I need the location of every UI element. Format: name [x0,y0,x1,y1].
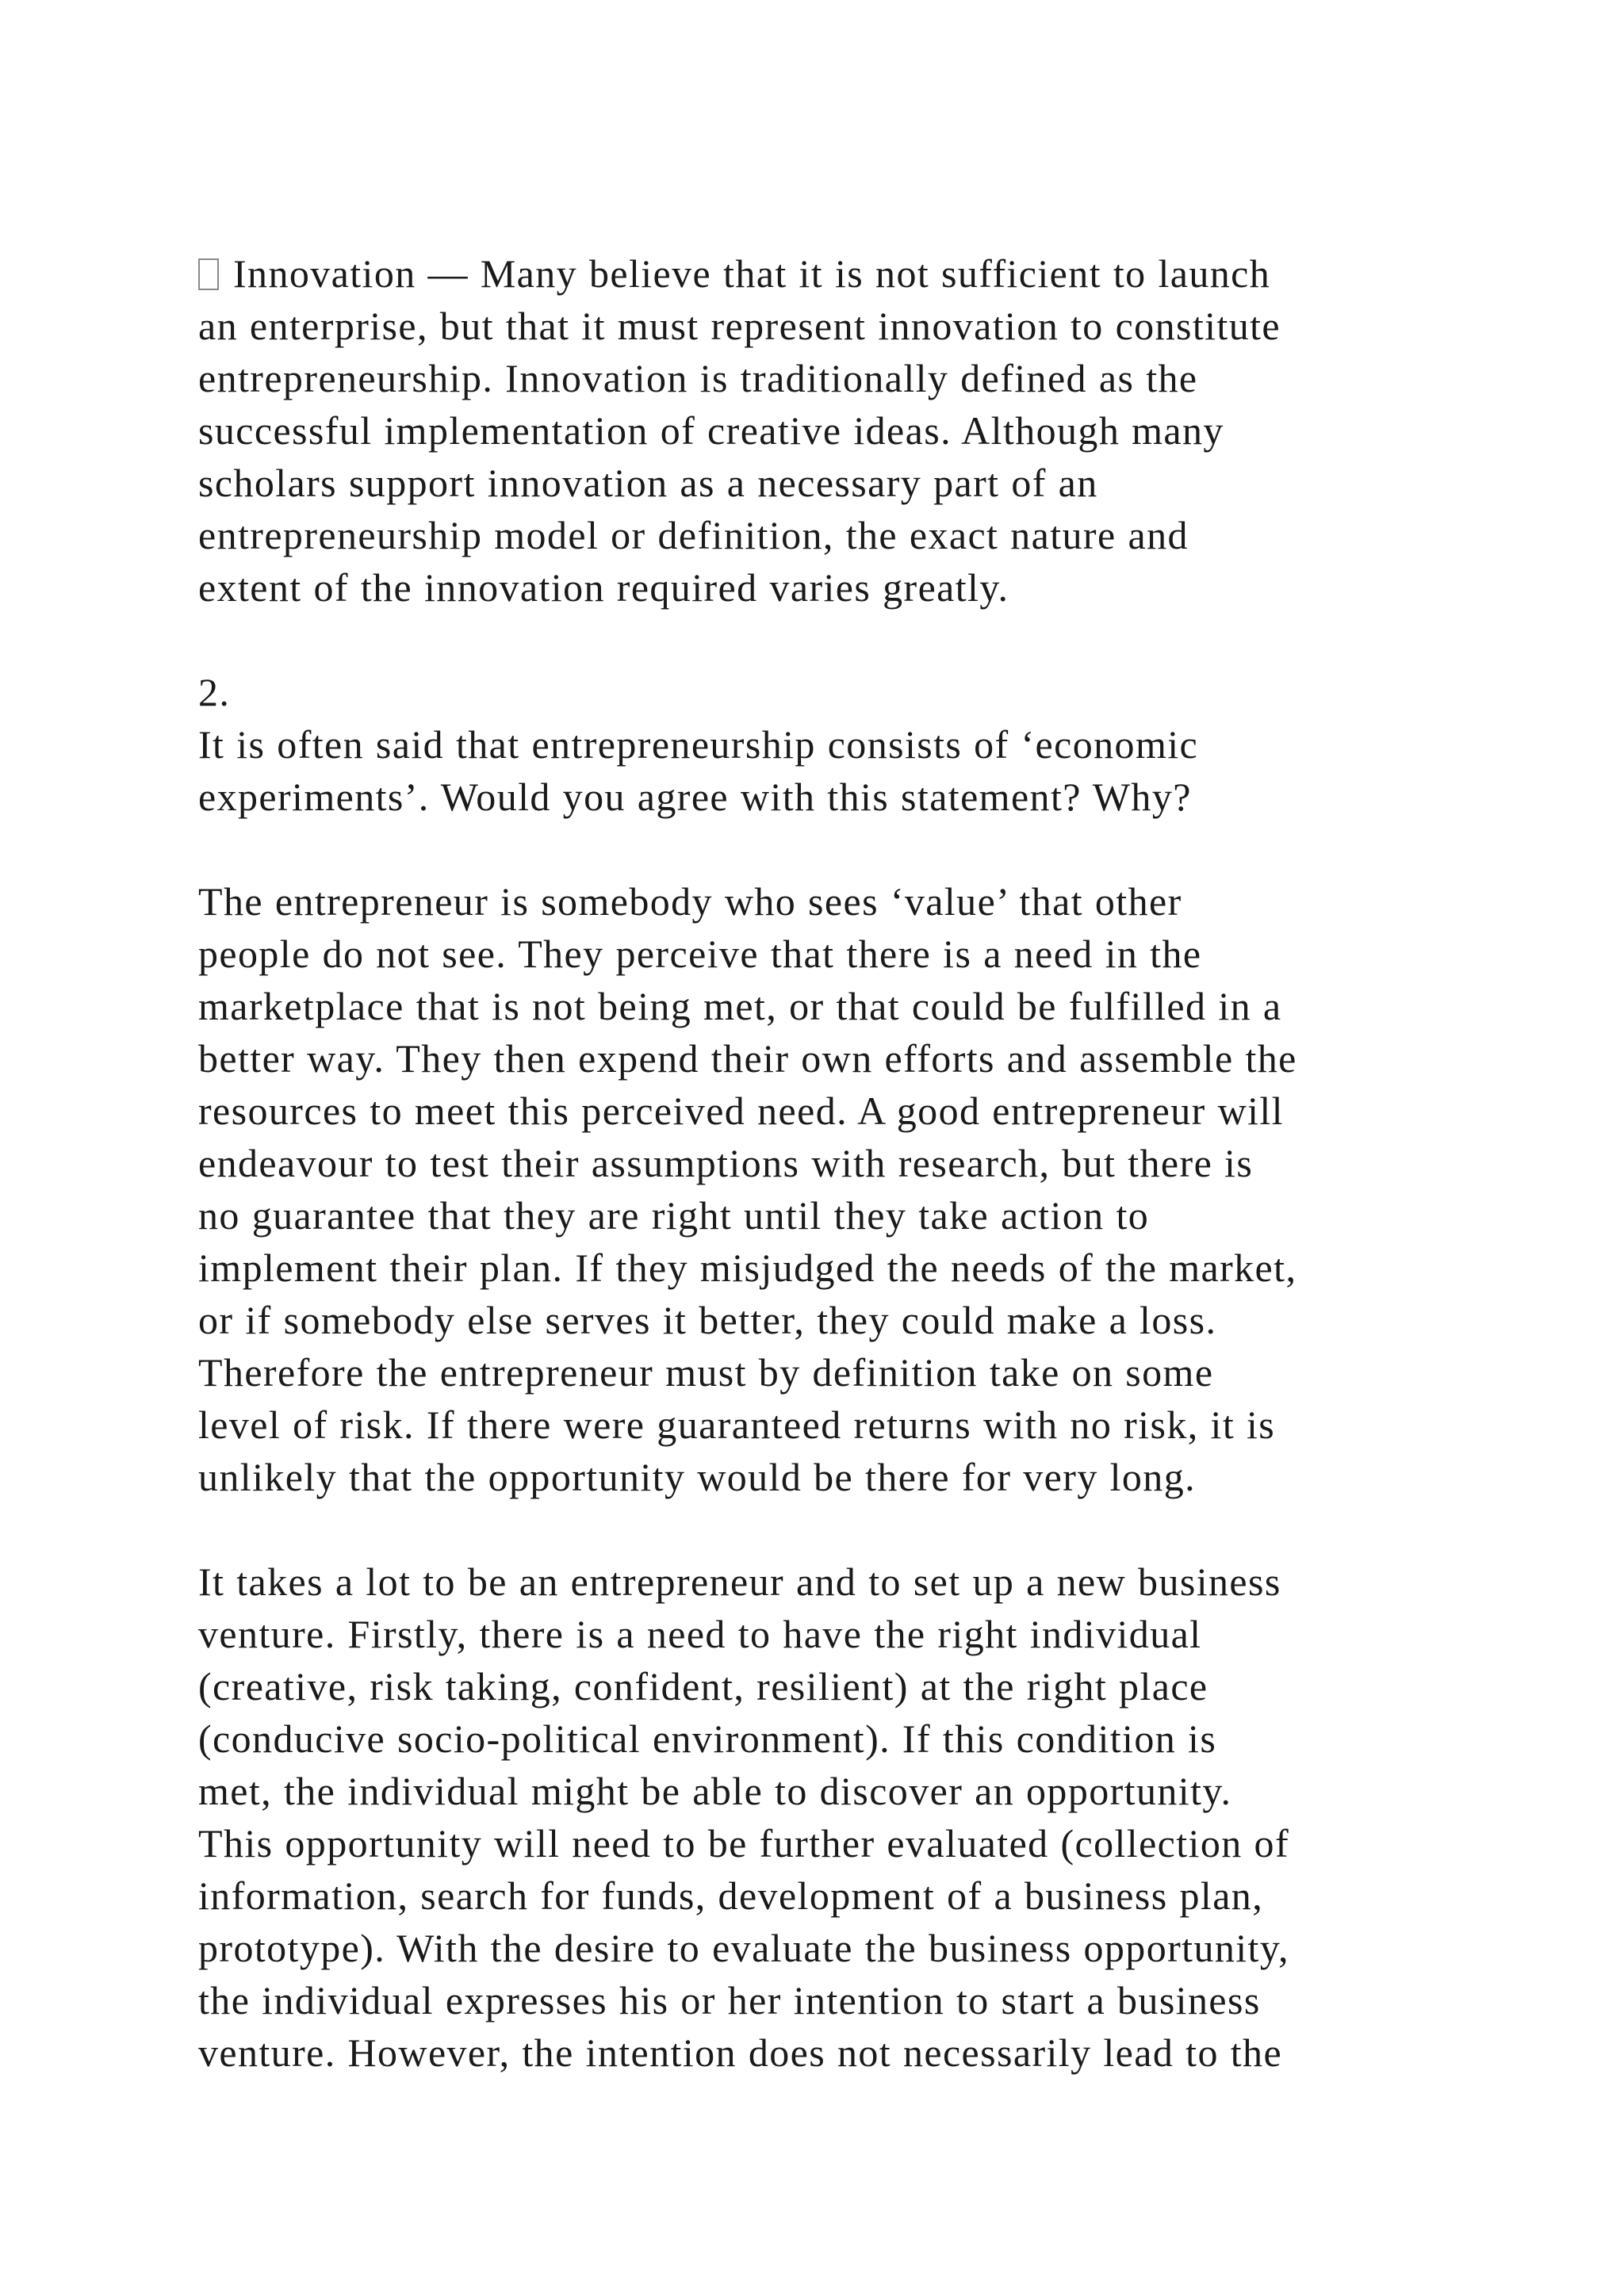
text-line: Therefore the entrepreneur must by definition take on some [198,1350,1214,1395]
paragraph-spacer [198,614,1507,666]
text-line-content: Innovation — Many believe that it is not sufficient to launch [233,251,1271,296]
missing-glyph-icon [198,258,219,290]
answer-paragraph-2 [198,1556,1507,2079]
text-line: venture. Firstly, there is a need to have the right individual [198,1612,1202,1656]
text-line: marketplace that is not being met, or that could be fulfilled in a [198,984,1282,1028]
text-line: The entrepreneur is somebody who sees ‘value’ that other [198,879,1182,924]
text-line: or if somebody else serves it better, they could make a loss. [198,1298,1217,1342]
text-line [198,247,1507,300]
text-line: experiments’. Would you agree with this statement? Why? [198,775,1192,819]
text-line: met, the individual might be able to discover an opportunity. [198,1769,1232,1813]
text-line: successful implementation of creative ideas. Although many [198,408,1224,453]
paragraph-innovation [198,247,1507,614]
text-line: entrepreneurship. Innovation is traditionally defined as the [198,356,1198,400]
answer-paragraph-1 [198,875,1507,1503]
text-line: extent of the innovation required varies greatly. [198,565,1009,610]
text-line: It takes a lot to be an entrepreneur and to set up a new business [198,1559,1281,1604]
paragraph-spacer [198,823,1507,875]
text-line: resources to meet this perceived need. A good entrepreneur will [198,1089,1284,1133]
text-line: venture. However, the intention does not necessarily lead to the [198,2030,1283,2075]
text-line: information, search for funds, development of a business plan, [198,1873,1264,1918]
text-line: level of risk. If there were guaranteed returns with no risk, it is [198,1402,1276,1447]
paragraph-spacer [198,1503,1507,1556]
text-line: endeavour to test their assumptions with research, but there is [198,1141,1254,1185]
text-line: scholars support innovation as a necessary part of an [198,461,1098,505]
text-line: entrepreneurship model or definition, the exact nature and [198,513,1189,557]
text-line: the individual expresses his or her intention to start a business [198,1978,1261,2022]
question-text [198,718,1507,823]
text-line: (creative, risk taking, confident, resilient) at the right place [198,1664,1208,1709]
text-line: It is often said that entrepreneurship consists of ‘economic [198,722,1199,767]
document-body [198,247,1507,2079]
text-line: an enterprise, but that it must represent innovation to constitute [198,304,1281,348]
text-line: implement their plan. If they misjudged the needs of the market, [198,1246,1297,1290]
text-line: unlikely that the opportunity would be there for very long. [198,1455,1197,1499]
text-line: better way. They then expend their own efforts and assemble the [198,1036,1297,1081]
text-line: (conducive socio-political environment). If this condition is [198,1716,1217,1761]
text-line: This opportunity will need to be further evaluated (collection of [198,1821,1290,1866]
text-line: no guarantee that they are right until they take action to [198,1193,1150,1238]
text-line: prototype). With the desire to evaluate the business opportunity, [198,1926,1289,1970]
text-line: people do not see. They perceive that there is a need in the [198,932,1202,976]
question-number: 2. [198,670,231,714]
